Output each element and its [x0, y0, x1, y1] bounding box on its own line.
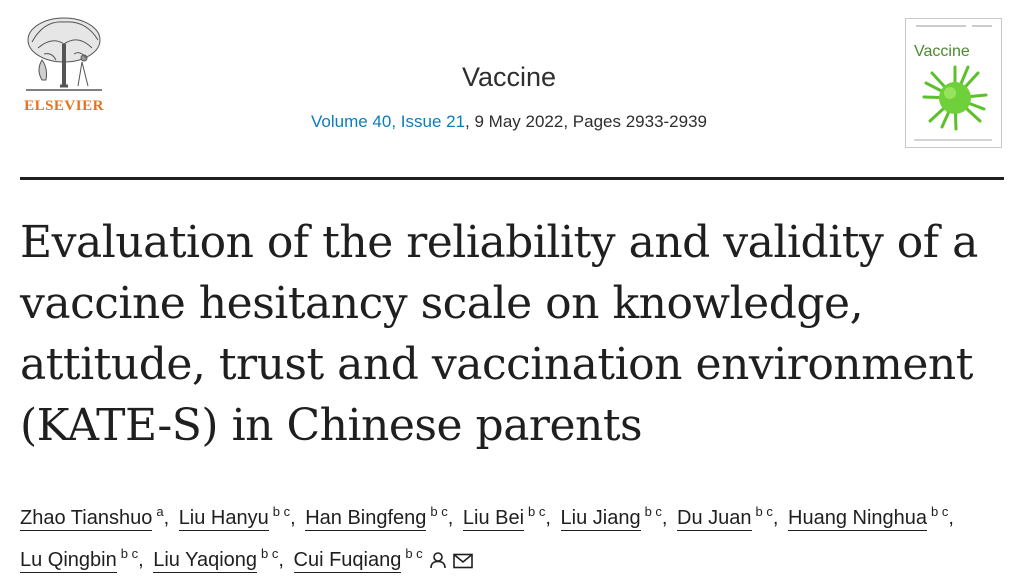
author-separator: ,: [545, 507, 551, 529]
affiliation-superscript[interactable]: b c: [272, 504, 291, 519]
author-name-link[interactable]: Lu Qingbin: [20, 549, 117, 571]
affiliation-superscript[interactable]: b c: [644, 504, 662, 519]
author-item: [560, 504, 662, 529]
author-name-link[interactable]: Huang Ninghua: [788, 507, 928, 529]
author-separator: ,: [772, 507, 779, 529]
elsevier-tree-icon: [22, 14, 106, 96]
author-item: [788, 504, 949, 529]
author-name-link[interactable]: Liu Hanyu: [178, 507, 269, 529]
journal-cover-image[interactable]: [905, 18, 1002, 148]
author-name-link[interactable]: Liu Bei: [462, 507, 525, 529]
author-name-link[interactable]: Liu Jiang: [560, 507, 641, 529]
journal-title[interactable]: Vaccine: [461, 62, 557, 92]
cover-journal-title: Vaccine: [914, 43, 970, 60]
author-item: [178, 504, 291, 529]
author-name-link[interactable]: Du Juan: [677, 507, 752, 529]
affiliation-superscript[interactable]: b c: [528, 504, 546, 519]
author-item: [462, 504, 546, 529]
affiliation-superscript[interactable]: b c: [261, 546, 279, 561]
affiliation-superscript[interactable]: a: [156, 504, 164, 519]
author-item: [305, 504, 448, 529]
author-separator: ,: [138, 549, 144, 571]
author-name-link[interactable]: Cui Fuqiang: [293, 549, 402, 571]
issue-date-pages: , 9 May 2022, Pages 2933-2939: [465, 112, 707, 131]
article-header: [0, 0, 1017, 180]
person-icon[interactable]: [429, 545, 447, 581]
volume-issue-link[interactable]: Volume 40, Issue 21: [311, 112, 466, 131]
author-separator: ,: [661, 507, 668, 529]
elsevier-logo[interactable]: [18, 14, 110, 118]
affiliation-superscript[interactable]: b c: [430, 504, 448, 519]
header-divider: [20, 177, 1004, 180]
author-item: [20, 504, 164, 529]
affiliation-superscript[interactable]: b c: [755, 504, 773, 519]
author-separator: ,: [447, 507, 454, 529]
affiliation-superscript[interactable]: b c: [931, 504, 949, 519]
article-title: Evaluation of the reliability and validity of a vaccine hesitancy scale on knowledge, attitude, trust and vaccination environment (KATE-S) in Chinese parents: [20, 217, 978, 451]
author-separator: ,: [290, 507, 296, 529]
author-separator: ,: [278, 549, 284, 571]
author-name-link[interactable]: Zhao Tianshuo: [20, 507, 153, 529]
cover-footer-lines: [906, 135, 1001, 145]
virus-illustration-icon: [920, 63, 990, 133]
journal-issue-info: [250, 112, 768, 132]
elsevier-wordmark: ELSEVIER: [24, 98, 104, 114]
envelope-icon[interactable]: [453, 545, 473, 581]
author-item: [677, 504, 773, 529]
affiliation-superscript[interactable]: b c: [120, 546, 139, 561]
author-name-link[interactable]: Liu Yaqiong: [153, 549, 258, 571]
author-item: [20, 546, 139, 571]
cover-header-lines: [906, 23, 1001, 33]
author-item: [293, 546, 473, 571]
author-item: [153, 546, 279, 571]
author-list: [20, 494, 1000, 581]
author-separator: ,: [163, 507, 170, 529]
author-separator: ,: [948, 507, 954, 529]
affiliation-superscript[interactable]: b c: [405, 546, 423, 561]
author-name-link[interactable]: Han Bingfeng: [305, 507, 427, 529]
